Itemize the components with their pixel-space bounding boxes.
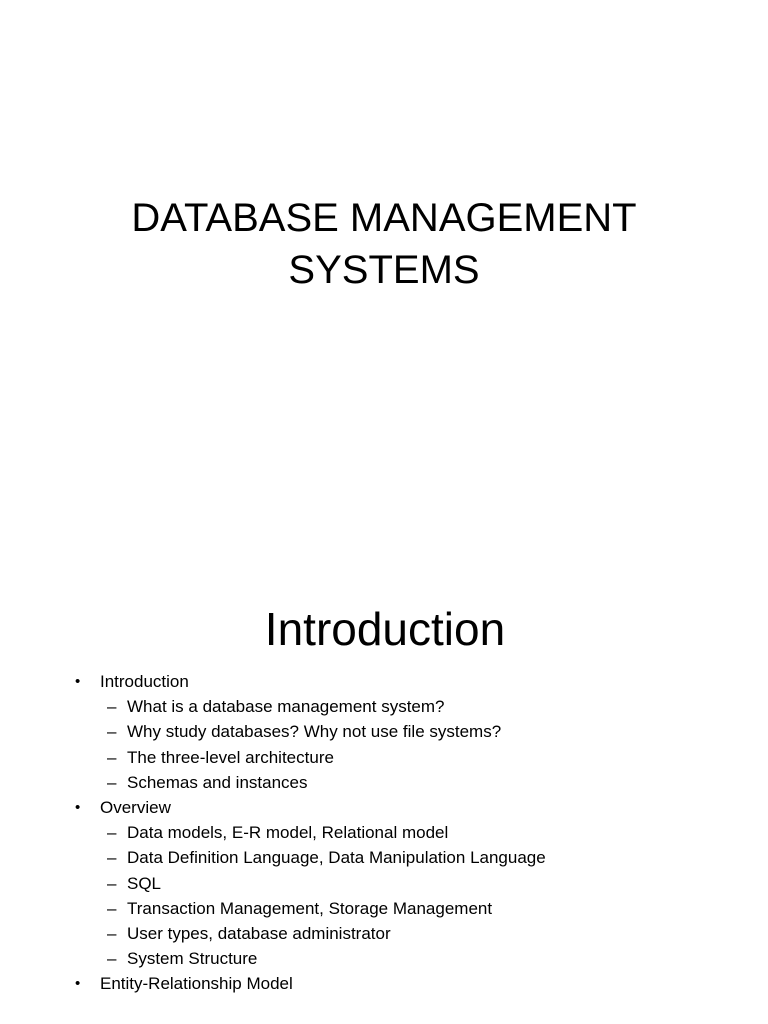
slide-title-line-2: SYSTEMS: [288, 248, 480, 292]
dash-marker: –: [107, 873, 117, 893]
outline-subitem: [0, 820, 768, 845]
outline-subitem: [0, 946, 768, 971]
outline-subitem: [0, 845, 768, 870]
outline-item-text: Why study databases? Why not use file systems?: [127, 722, 502, 742]
outline-subitem: [0, 719, 768, 744]
bullet-marker: •: [75, 673, 81, 690]
outline-item-text: The three-level architecture: [127, 747, 334, 767]
dash-marker: –: [107, 722, 117, 742]
outline-subitem: [0, 871, 768, 896]
outline-subitem: [0, 694, 768, 719]
dash-marker: –: [107, 898, 117, 918]
dash-marker: –: [107, 747, 117, 767]
outline-item-text: Transaction Management, Storage Management: [127, 898, 493, 918]
outline-subitem: [0, 921, 768, 946]
section-heading: Introduction: [264, 603, 506, 655]
outline-item-text: System Structure: [127, 949, 258, 969]
outline-item-text: Schemas and instances: [127, 772, 308, 792]
slide-title: [0, 192, 768, 296]
outline-item: [0, 971, 768, 996]
outline-item-text: Entity-Relationship Model: [100, 974, 293, 994]
outline-item: [0, 669, 768, 694]
outline-list: [0, 669, 768, 996]
outline-subitem: [0, 896, 768, 921]
outline-item-text: SQL: [127, 873, 162, 893]
bullet-marker: •: [75, 975, 81, 993]
outline-item-text: Introduction: [100, 672, 189, 691]
dash-marker: –: [107, 848, 117, 868]
dash-marker: –: [107, 823, 117, 843]
outline-item-text: Overview: [100, 797, 171, 817]
dash-marker: –: [107, 772, 117, 792]
dash-marker: –: [107, 697, 117, 717]
outline-subitem: [0, 745, 768, 770]
outline-item-text: Data models, E-R model, Relational model: [127, 823, 449, 843]
outline-item: [0, 795, 768, 820]
bullet-marker: •: [75, 798, 81, 816]
dash-marker: –: [107, 949, 117, 969]
slide-title-line-1: DATABASE MANAGEMENT: [131, 196, 637, 240]
outline-item-text: What is a database management system?: [127, 697, 445, 717]
dash-marker: –: [107, 923, 117, 943]
outline-subitem: [0, 770, 768, 795]
outline-item-text: User types, database administrator: [127, 923, 391, 943]
outline-item-text: Data Definition Language, Data Manipulation Language: [127, 848, 546, 868]
